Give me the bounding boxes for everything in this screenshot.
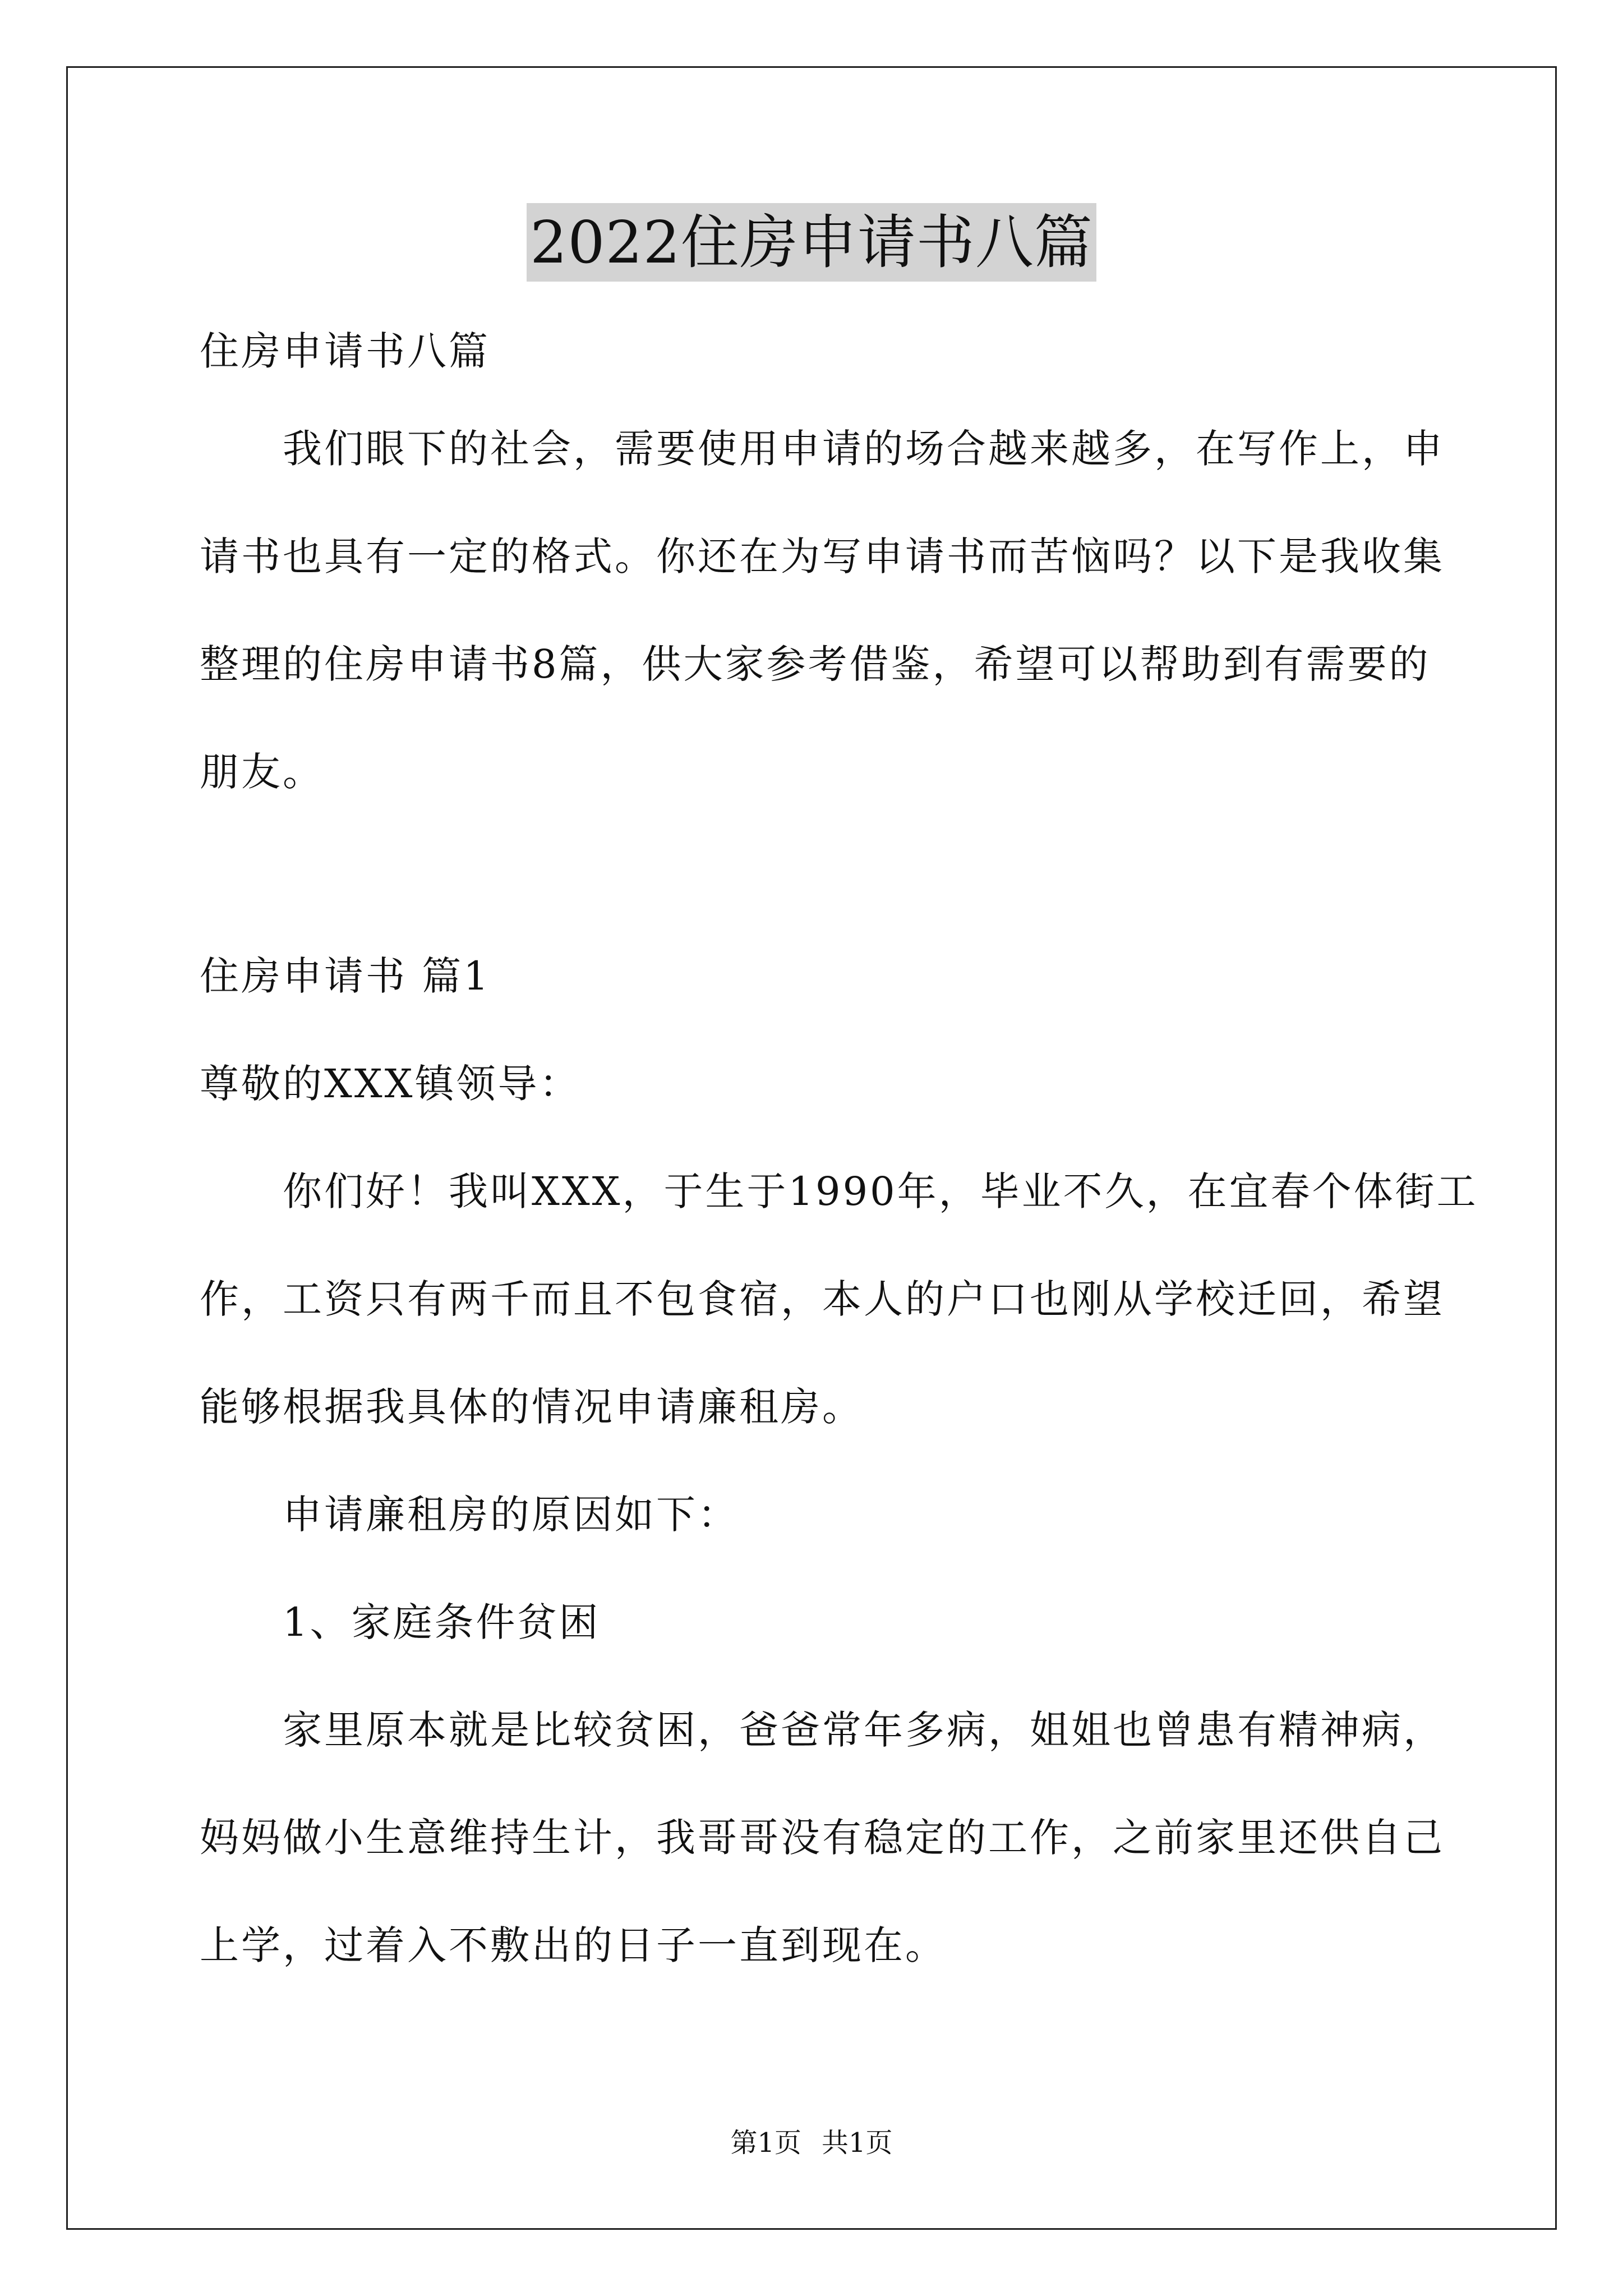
intro-line-2: 请书也具有一定的格式。你还在为写申请书而苦恼吗？以下是我收集 (200, 533, 1445, 579)
para2-line-2: 妈妈做小生意维持生计，我哥哥没有稳定的工作，之前家里还供自己 (200, 1815, 1445, 1861)
reason1-heading: 1、家庭条件贫困 (283, 1599, 601, 1645)
page-number: 第1页 (730, 2127, 801, 2159)
reasons-intro: 申请廉租房的原因如下： (283, 1492, 739, 1538)
document-title: 2022住房申请书八篇 (527, 203, 1096, 282)
para1-line-3: 能够根据我具体的情况申请廉租房。 (200, 1384, 864, 1430)
intro-line-1: 我们眼下的社会，需要使用申请的场合越来越多，在写作上，申 (283, 426, 1445, 472)
para1-line-1: 你们好！我叫XXX，于生于1990年，毕业不久，在宜春个体街工 (283, 1168, 1478, 1214)
salutation: 尊敬的XXX镇领导： (200, 1061, 581, 1107)
page-border (66, 66, 1557, 2230)
para2-line-1: 家里原本就是比较贫困，爸爸常年多病，姐姐也曾患有精神病， (283, 1707, 1445, 1753)
page-total: 共1页 (822, 2127, 893, 2159)
para1-line-2: 作，工资只有两千而且不包食宿，本人的户口也刚从学校迁回，希望 (200, 1276, 1445, 1322)
section-heading: 住房申请书 篇1 (200, 953, 491, 999)
title-container (0, 203, 1623, 282)
subtitle: 住房申请书八篇 (200, 328, 490, 374)
intro-line-4: 朋友。 (200, 749, 324, 795)
page-footer (0, 2126, 1623, 2160)
para2-line-3: 上学，过着入不敷出的日子一直到现在。 (200, 1922, 947, 1968)
intro-line-3: 整理的住房申请书8篇，供大家参考借鉴，希望可以帮助到有需要的 (200, 641, 1431, 687)
